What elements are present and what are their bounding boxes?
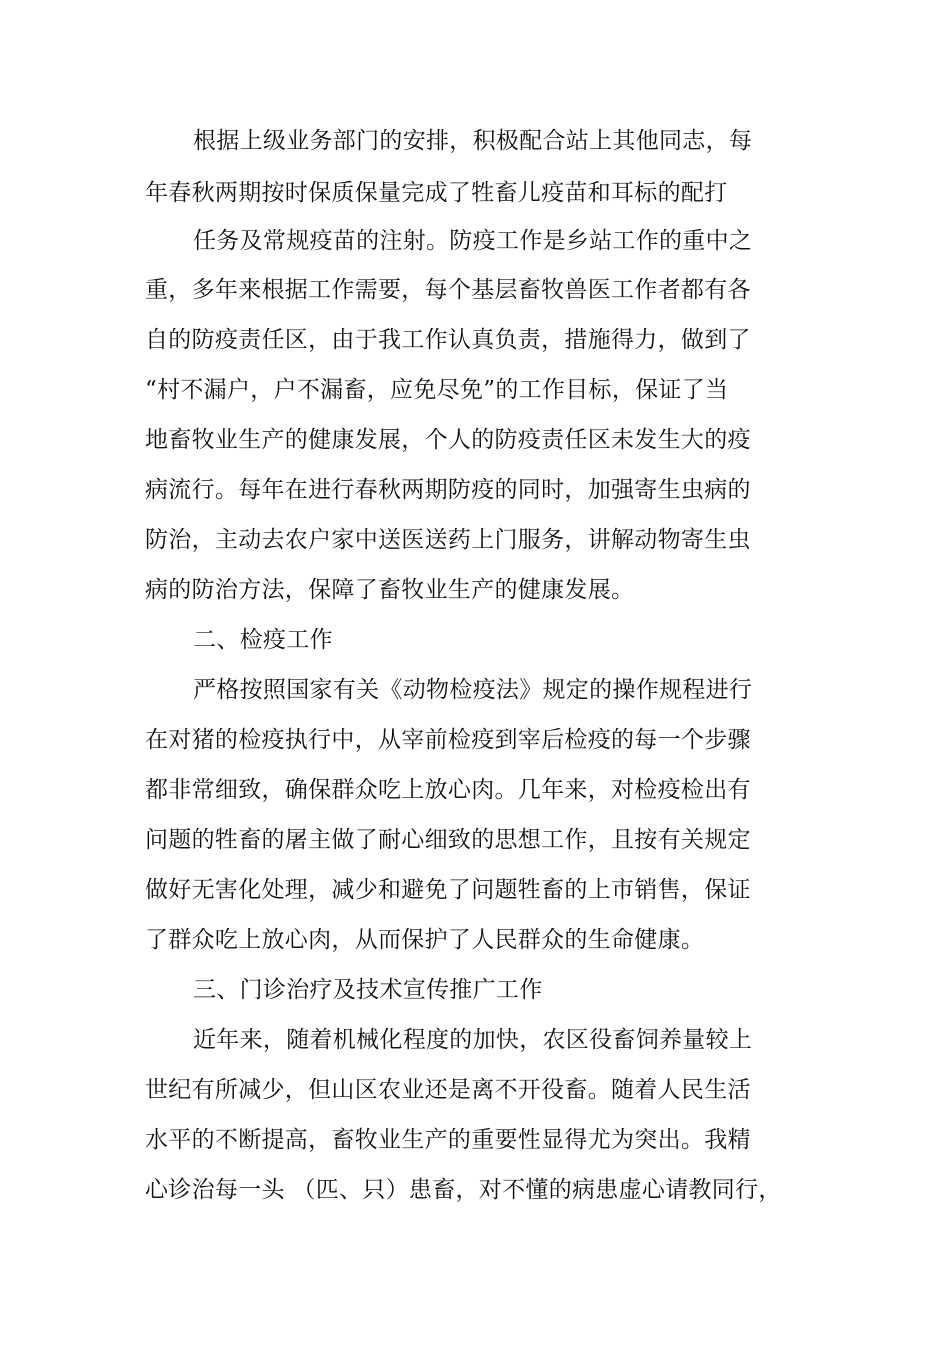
paragraph-line: 重，多年来根据工作需要，每个基层畜牧兽医工作者都有各 xyxy=(145,277,751,303)
paragraph-line: 近年来，随着机械化程度的加快，农区役畜饲养量较上 xyxy=(193,1027,753,1053)
paragraph-line: 病的防治方法，保障了畜牧业生产的健康发展。 xyxy=(145,577,635,603)
paragraph-line: 了群众吃上放心肉，从而保护了人民群众的生命健康。 xyxy=(145,927,705,953)
section-heading: 三、门诊治疗及技术宣传推广工作 xyxy=(193,977,543,1003)
paragraph-line: 心诊治每一头 （匹、只）患畜，对不懂的病患虚心请教同行， xyxy=(145,1177,782,1203)
paragraph-line: 做好无害化处理，减少和避免了问题牲畜的上市销售，保证 xyxy=(145,877,751,903)
paragraph-line: 严格按照国家有关《动物检疫法》规定的操作规程进行 xyxy=(193,677,753,703)
paragraph-line: 任务及常规疫苗的注射。防疫工作是乡站工作的重中之 xyxy=(193,228,753,254)
paragraph-line: 病流行。每年在进行春秋两期防疫的同时，加强寄生虫病的 xyxy=(145,477,751,503)
paragraph-line: 年春秋两期按时保质保量完成了牲畜儿疫苗和耳标的配打 xyxy=(145,180,728,206)
paragraph-line: “村不漏户，户不漏畜，应免尽免”的工作目标，保证了当 xyxy=(145,377,729,403)
paragraph-line: 地畜牧业生产的健康发展，个人的防疫责任区未发生大的疫 xyxy=(145,427,751,453)
paragraph-line: 根据上级业务部门的安排，积极配合站上其他同志，每 xyxy=(193,128,753,154)
paragraph-line: 问题的牲畜的屠主做了耐心细致的思想工作，且按有关规定 xyxy=(145,827,751,853)
paragraph-line: 防治，主动去农户家中送医送药上门服务，讲解动物寄生虫 xyxy=(145,527,751,553)
section-heading: 二、检疫工作 xyxy=(193,627,333,653)
paragraph-line: 在对猪的检疫执行中，从宰前检疫到宰后检疫的每一个步骤 xyxy=(145,727,751,753)
paragraph-line: 水平的不断提高，畜牧业生产的重要性显得尤为突出。我精 xyxy=(145,1127,751,1153)
paragraph-line: 都非常细致，确保群众吃上放心肉。几年来，对检疫检出有 xyxy=(145,777,751,803)
paragraph-line: 自的防疫责任区，由于我工作认真负责，措施得力，做到了 xyxy=(145,327,751,353)
paragraph-line: 世纪有所减少，但山区农业还是离不开役畜。随着人民生活 xyxy=(145,1077,751,1103)
